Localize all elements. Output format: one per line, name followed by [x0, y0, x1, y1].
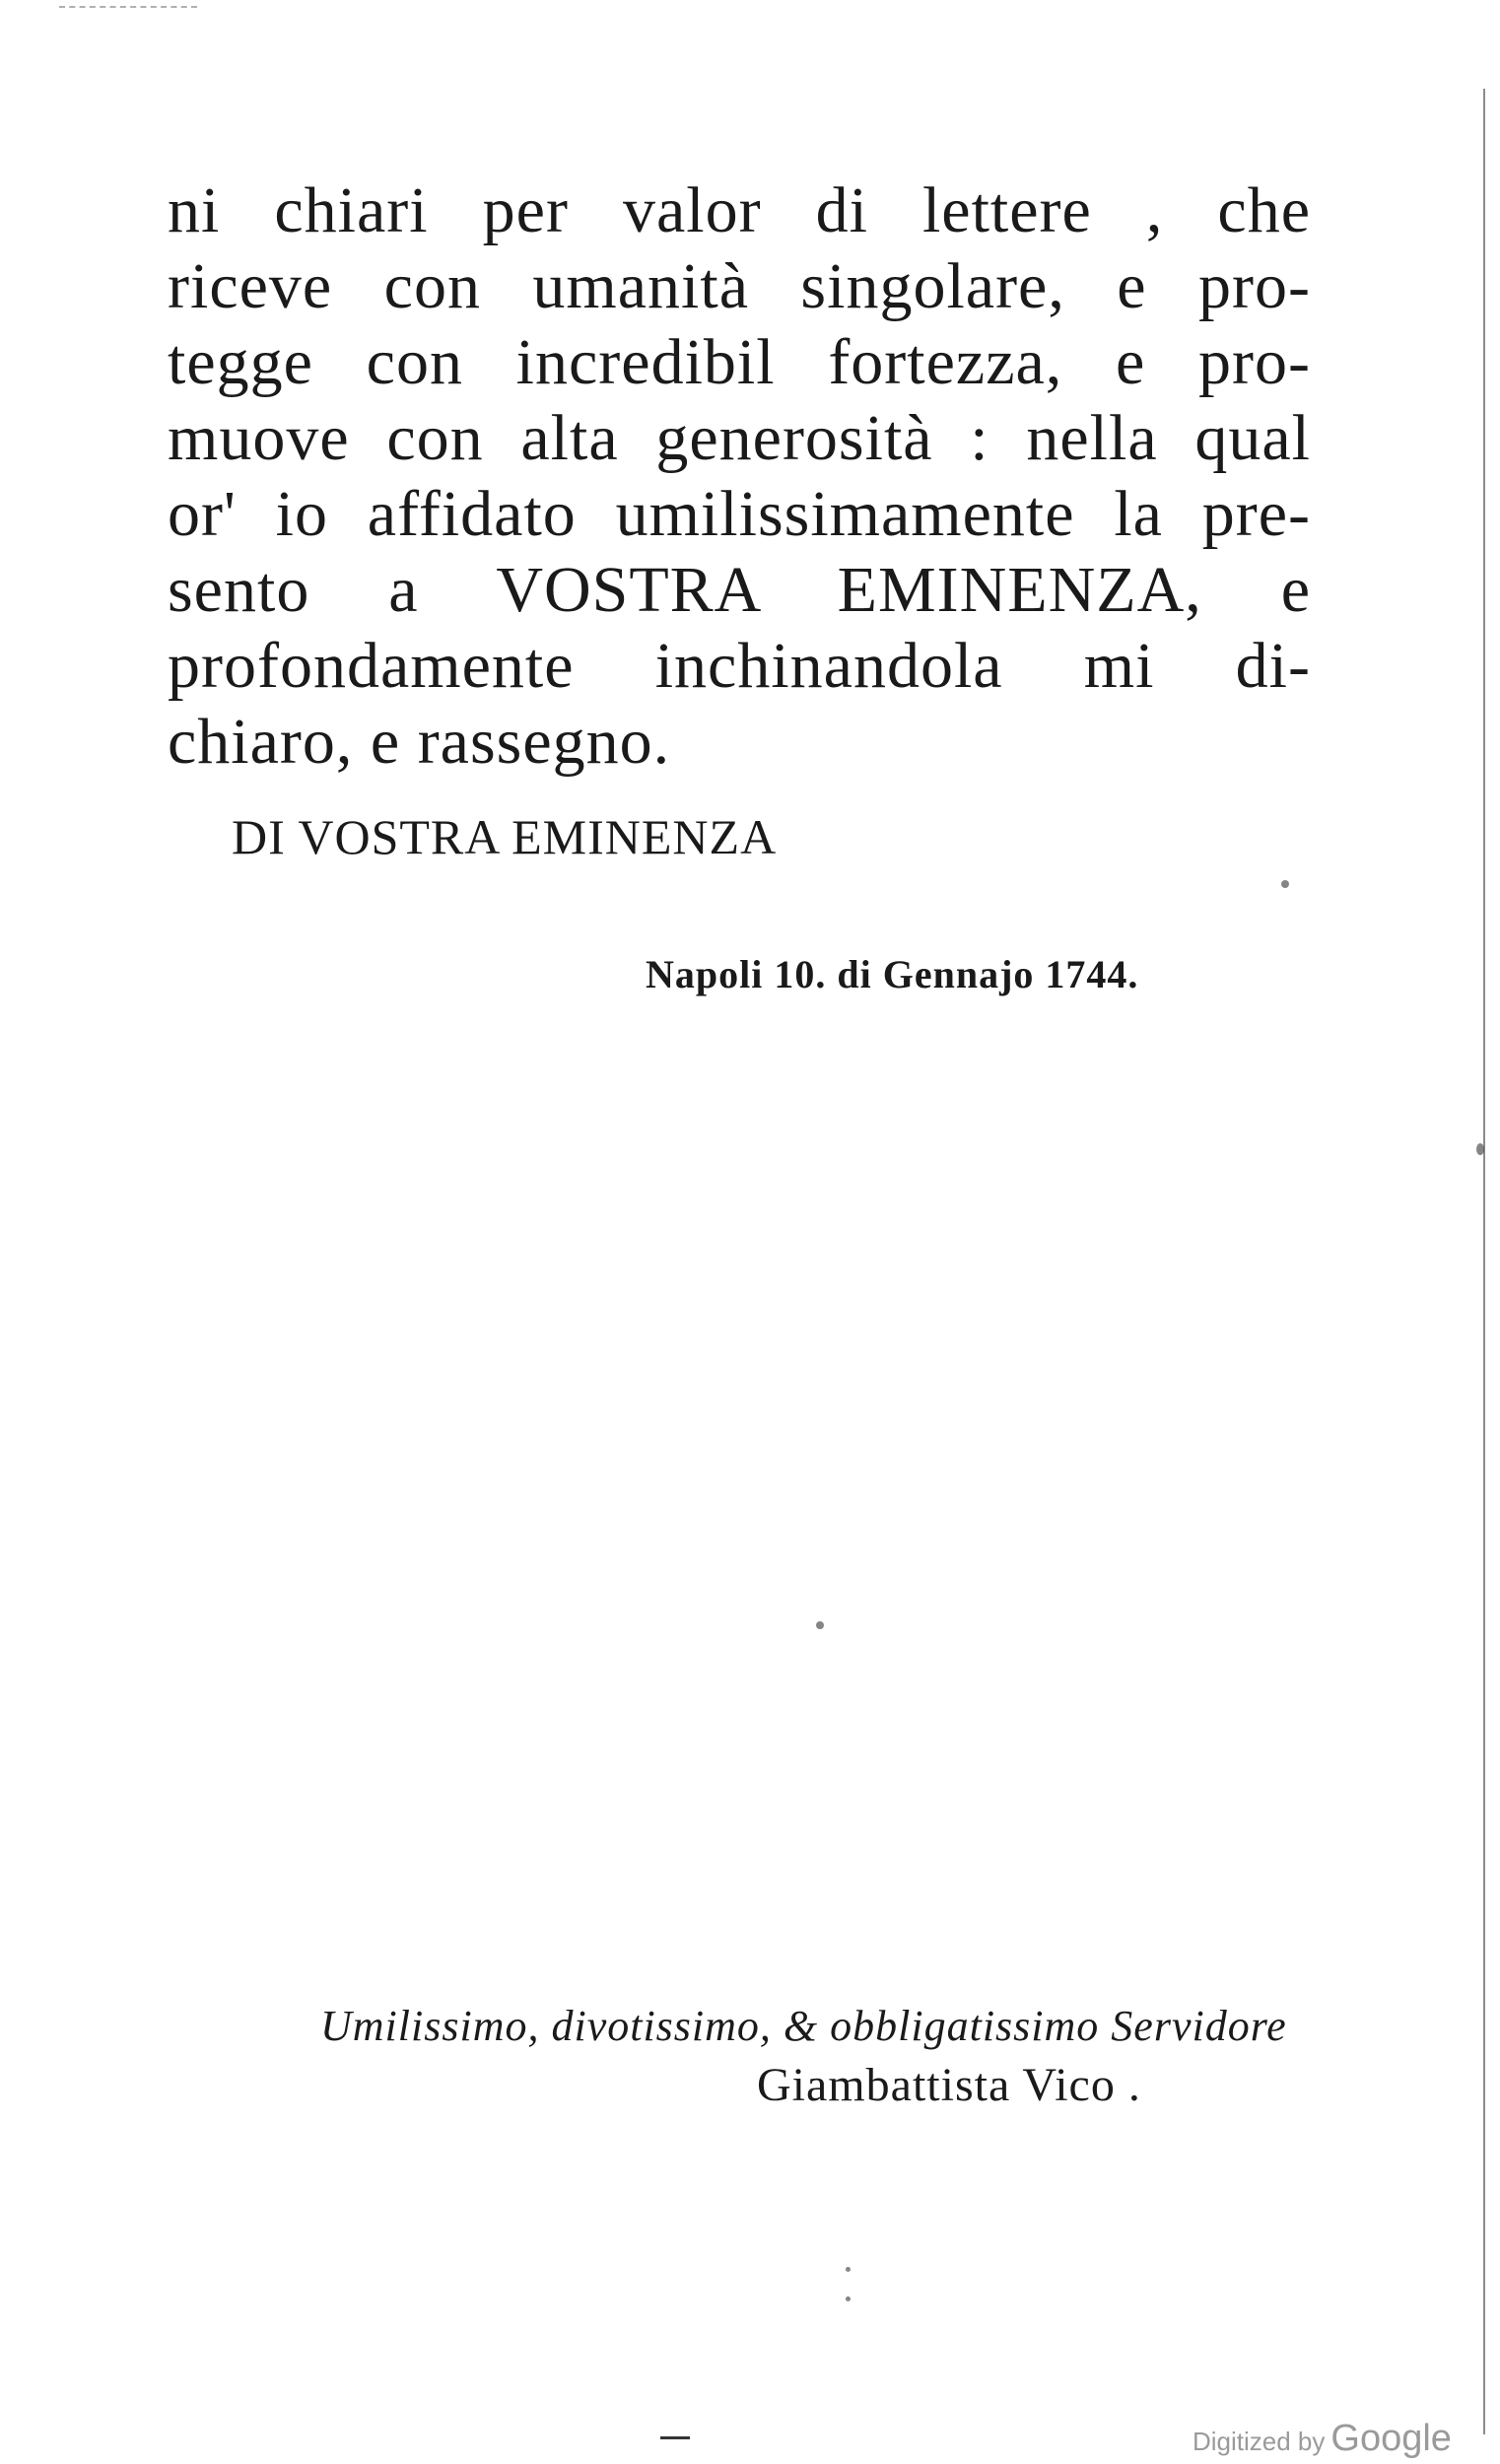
watermark-text: Digitized by — [1193, 2427, 1326, 2456]
ink-speck — [816, 1621, 824, 1629]
place-date: Napoli 10. di Gennajo 1744. — [646, 952, 1139, 996]
ink-speck — [1476, 1143, 1484, 1155]
scan-artifact-dash — [660, 2436, 690, 2439]
body-line-2: riceve con umanità singolare, e pro- — [168, 250, 1311, 322]
closing-salutation: DI VOSTRA EMINENZA — [232, 809, 778, 864]
scan-artifact-dashes — [59, 6, 197, 8]
signature-formula: Umilissimo, divotissimo, & obbligatissimo Servidore — [320, 2002, 1287, 2050]
body-line-7: profondamente inchinandola mi di- — [168, 630, 1311, 702]
page-edge-line — [1483, 89, 1485, 2434]
ink-speck — [846, 2296, 851, 2301]
letter-body — [168, 172, 1311, 780]
ink-speck — [1281, 880, 1289, 888]
body-line-6: sento a VOSTRA EMINENZA, e — [168, 554, 1311, 626]
body-line-4: muove con alta generosità : nella qual — [168, 402, 1311, 474]
body-line-5: or' io affidato umilissimamente la pre- — [168, 478, 1311, 550]
body-line-8: chiaro, e rassegno. — [168, 706, 671, 778]
body-line-3: tegge con incredibil fortezza, e pro- — [168, 326, 1311, 398]
ink-speck — [846, 2267, 851, 2272]
google-logo: Google — [1330, 2418, 1452, 2459]
signature-name: Giambattista Vico . — [757, 2059, 1141, 2111]
digitization-watermark — [1193, 2418, 1452, 2460]
body-line-1: ni chiari per valor di lettere , che — [168, 174, 1311, 246]
